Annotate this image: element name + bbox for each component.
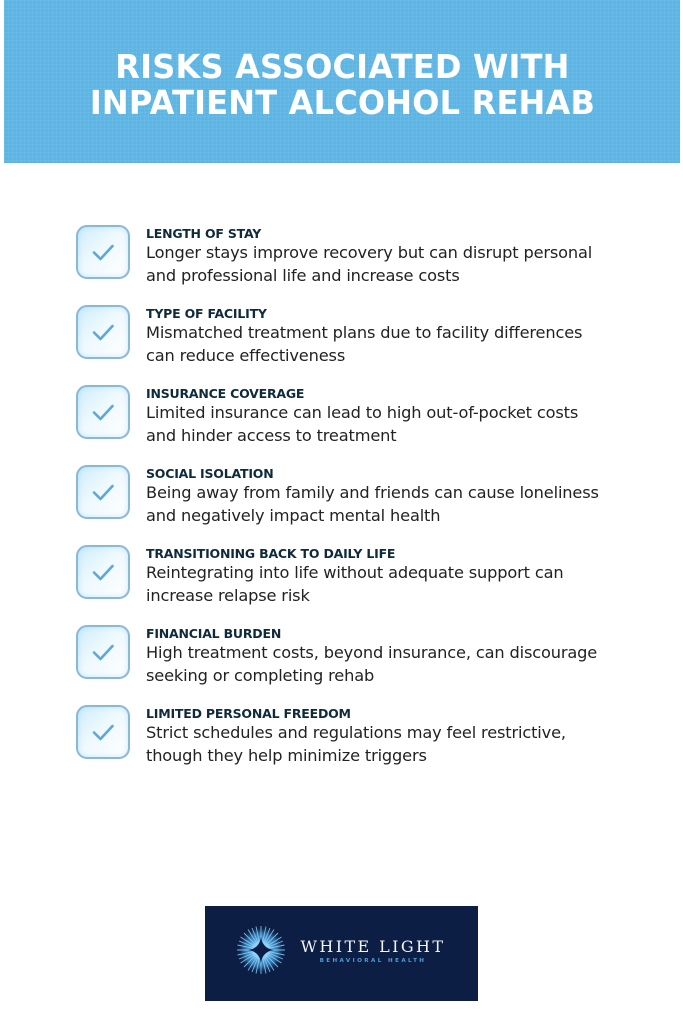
item-heading: TRANSITIONING BACK TO DAILY LIFE: [146, 546, 396, 561]
brand-name: WHITE LIGHT: [300, 937, 446, 956]
title-banner: [4, 0, 680, 163]
item-description-line: Strict schedules and regulations may feel restrictive,: [146, 723, 566, 742]
title-line-1: RISKS ASSOCIATED WITH: [114, 46, 570, 86]
checkbox-checked-icon: [76, 305, 130, 359]
item-description-line: Mismatched treatment plans due to facility differences: [146, 323, 583, 342]
item-heading: LIMITED PERSONAL FREEDOM: [146, 706, 351, 721]
item-description-line: and professional life and increase costs: [146, 266, 460, 285]
list-item: [76, 225, 656, 305]
list-item: [76, 465, 656, 545]
checkbox-checked-icon: [76, 625, 130, 679]
list-item: [76, 705, 656, 785]
item-description-line: increase relapse risk: [146, 586, 310, 605]
brand-subtitle: BEHAVIORAL HEALTH: [319, 958, 427, 964]
checkbox-checked-icon: [76, 465, 130, 519]
list-item: [76, 625, 656, 705]
item-description-line: can reduce effectiveness: [146, 346, 346, 365]
item-description-line: Being away from family and friends can cause loneliness: [146, 483, 599, 502]
risk-list: [76, 225, 656, 785]
item-description-line: and negatively impact mental health: [146, 506, 441, 525]
item-heading: SOCIAL ISOLATION: [146, 466, 274, 481]
checkbox-checked-icon: [76, 225, 130, 279]
item-heading: LENGTH OF STAY: [146, 226, 262, 241]
checkbox-checked-icon: [76, 705, 130, 759]
item-description-line: and hinder access to treatment: [146, 426, 397, 445]
item-description-line: Longer stays improve recovery but can disrupt personal: [146, 243, 593, 262]
starburst-icon: [236, 925, 286, 975]
brand-logo: [205, 906, 478, 1001]
title-line-2: INPATIENT ALCOHOL REHAB: [89, 82, 595, 122]
checkbox-checked-icon: [76, 385, 130, 439]
item-heading: FINANCIAL BURDEN: [146, 626, 282, 641]
item-heading: TYPE OF FACILITY: [146, 306, 267, 321]
item-description-line: Reintegrating into life without adequate support can: [146, 563, 564, 582]
checkbox-checked-icon: [76, 545, 130, 599]
list-item: [76, 385, 656, 465]
item-description-line: High treatment costs, beyond insurance, can discourage: [146, 643, 598, 662]
item-description-line: though they help minimize triggers: [146, 746, 427, 765]
item-description-line: seeking or completing rehab: [146, 666, 375, 685]
page-title: [82, 46, 603, 122]
list-item: [76, 305, 656, 385]
list-item: [76, 545, 656, 625]
item-description-line: Limited insurance can lead to high out-of-pocket costs: [146, 403, 579, 422]
item-heading: INSURANCE COVERAGE: [146, 386, 305, 401]
